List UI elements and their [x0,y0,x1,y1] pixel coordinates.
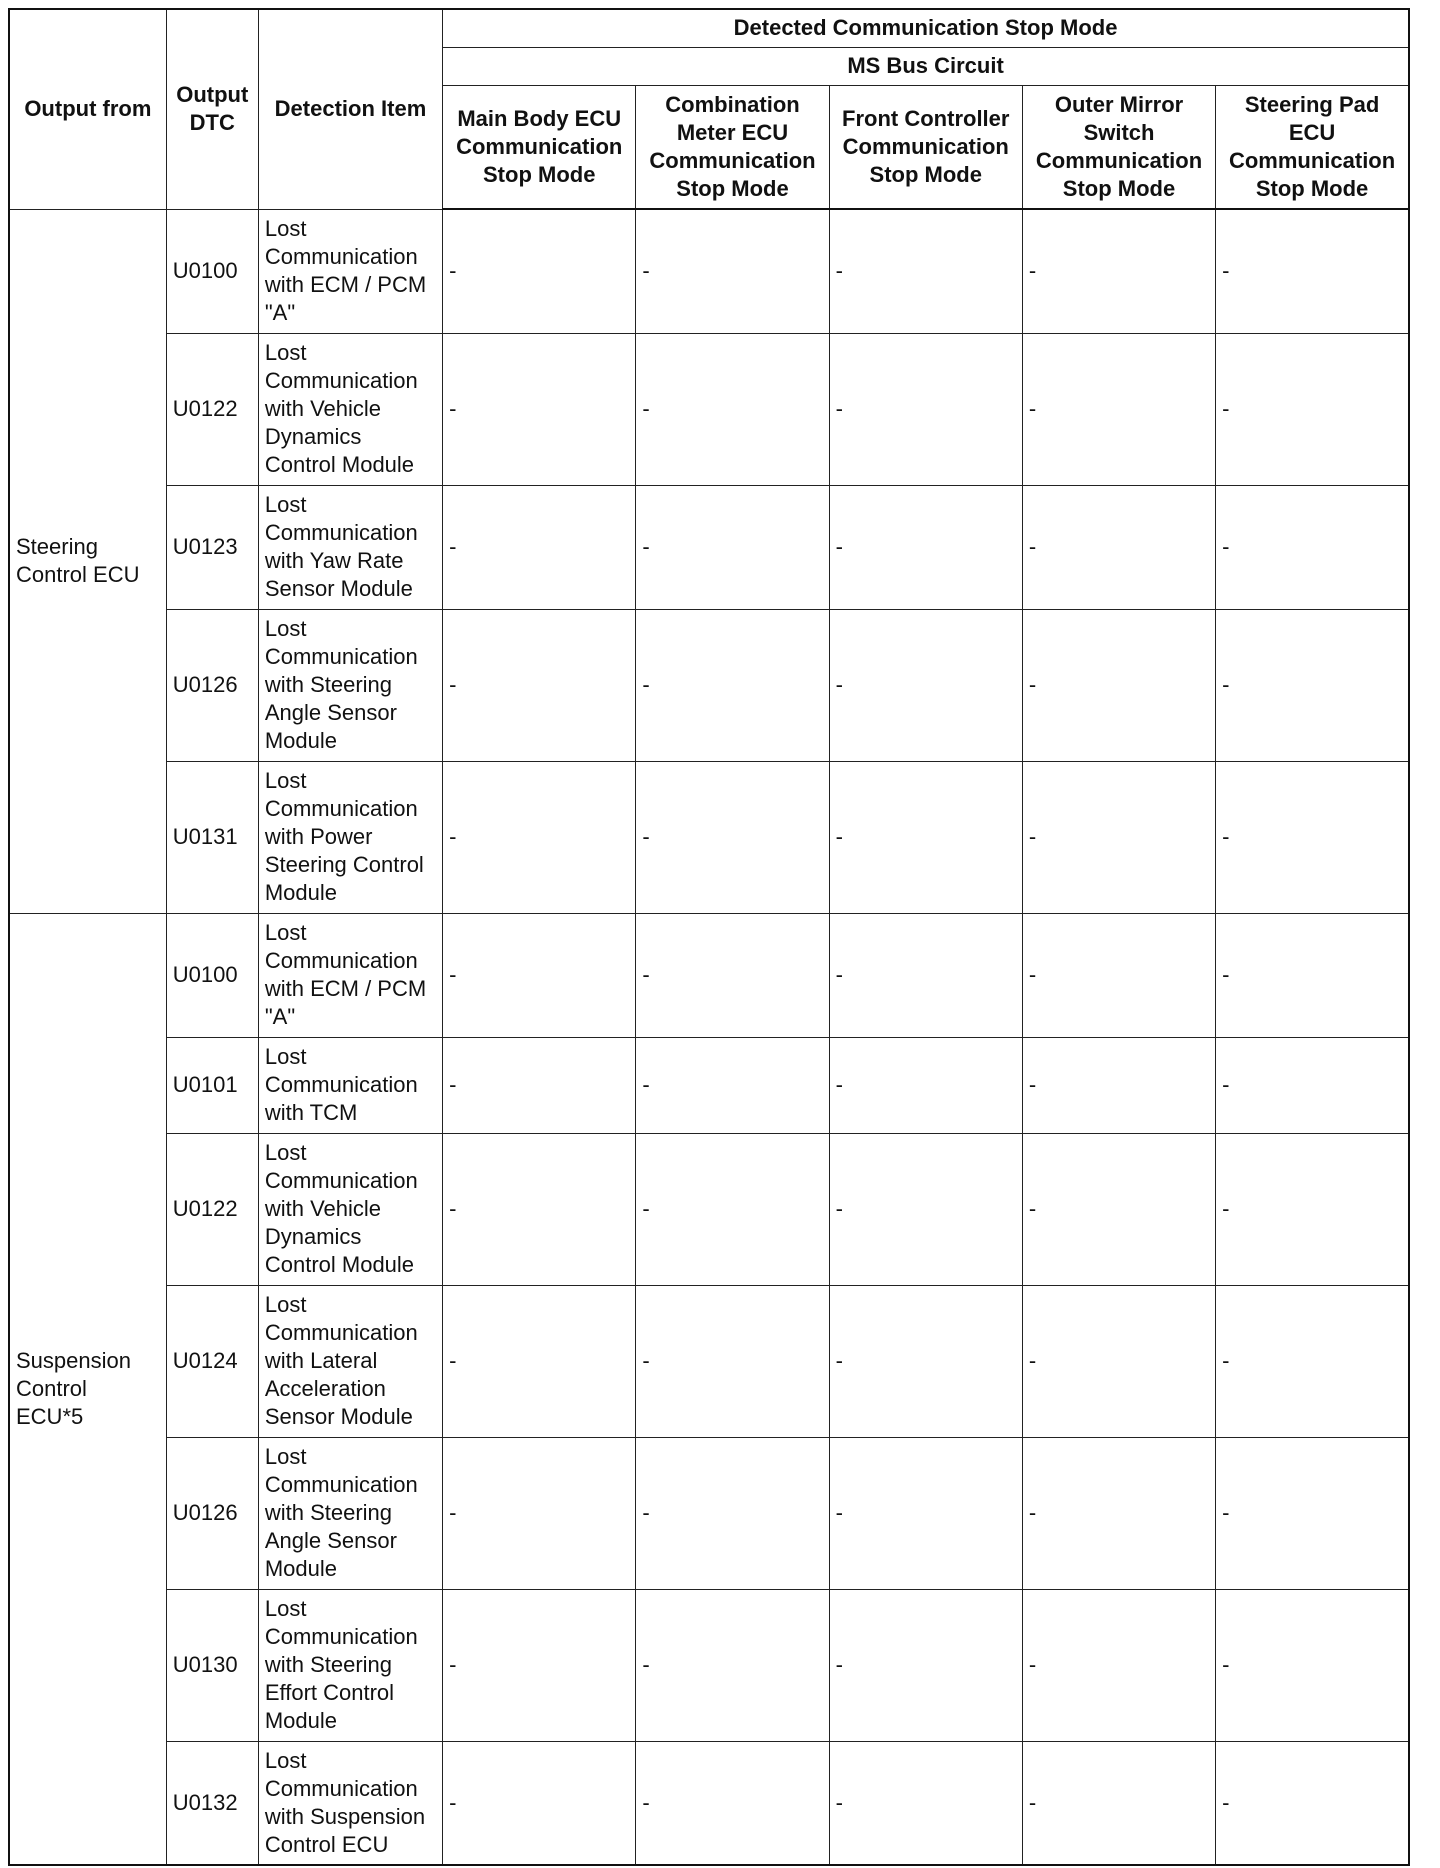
dtc-code-cell: U0100 [166,209,258,333]
table-row [9,485,1409,609]
table-row [9,609,1409,761]
mode-cell: - [829,485,1022,609]
mode-cell: - [636,1589,829,1741]
dtc-code-cell: U0100 [166,913,258,1037]
mode-cell: - [829,209,1022,333]
mode-cell: - [443,761,636,913]
mode-cell: - [636,1741,829,1865]
mode-cell: - [1216,761,1409,913]
mode-cell: - [636,209,829,333]
mode-cell: - [1216,609,1409,761]
dtc-code-cell: U0101 [166,1037,258,1133]
table-row [9,1437,1409,1589]
mode-cell: - [1216,1437,1409,1589]
mode-cell: - [636,485,829,609]
table-row [9,333,1409,485]
header-mode-col-1: Main Body ECU Communication Stop Mode [443,85,636,209]
mode-cell: - [1022,1589,1215,1741]
mode-cell: - [443,333,636,485]
mode-cell: - [1022,1037,1215,1133]
mode-cell: - [443,209,636,333]
mode-cell: - [443,485,636,609]
mode-cell: - [1216,1133,1409,1285]
mode-cell: - [443,609,636,761]
header-ms-bus-circuit: MS Bus Circuit [443,47,1409,85]
mode-cell: - [443,1133,636,1285]
mode-cell: - [1022,1437,1215,1589]
mode-cell: - [1022,609,1215,761]
detection-item-cell: Lost Communication with Steering Angle Sensor Module [258,1437,442,1589]
table-row [9,1037,1409,1133]
dtc-code-cell: U0131 [166,761,258,913]
table-body [9,209,1409,1865]
mode-cell: - [636,761,829,913]
mode-cell: - [636,333,829,485]
mode-cell: - [829,1437,1022,1589]
mode-cell: - [1022,1285,1215,1437]
header-detected-stop-mode: Detected Communication Stop Mode [443,9,1409,47]
dtc-code-cell: U0124 [166,1285,258,1437]
mode-cell: - [1216,485,1409,609]
mode-cell: - [636,913,829,1037]
dtc-code-cell: U0132 [166,1741,258,1865]
table-row [9,913,1409,1037]
dtc-code-cell: U0126 [166,609,258,761]
mode-cell: - [1022,333,1215,485]
table-row [9,1285,1409,1437]
table-row [9,1741,1409,1865]
mode-cell: - [1022,1741,1215,1865]
mode-cell: - [1216,1037,1409,1133]
mode-cell: - [1216,209,1409,333]
table-row [9,1133,1409,1285]
mode-cell: - [443,1741,636,1865]
header-output-dtc: Output DTC [166,9,258,209]
mode-cell: - [829,1037,1022,1133]
mode-cell: - [1022,761,1215,913]
mode-cell: - [443,1037,636,1133]
header-mode-col-5: Steering Pad ECU Communication Stop Mode [1216,85,1409,209]
mode-cell: - [829,1285,1022,1437]
mode-cell: - [636,609,829,761]
header-mode-col-3: Front Controller Communication Stop Mode [829,85,1022,209]
mode-cell: - [829,333,1022,485]
mode-cell: - [636,1037,829,1133]
detection-item-cell: Lost Communication with Power Steering Control Module [258,761,442,913]
mode-cell: - [1022,1133,1215,1285]
mode-cell: - [636,1285,829,1437]
mode-cell: - [443,913,636,1037]
dtc-code-cell: U0122 [166,333,258,485]
detection-item-cell: Lost Communication with TCM [258,1037,442,1133]
dtc-code-cell: U0122 [166,1133,258,1285]
detection-item-cell: Lost Communication with ECM / PCM "A" [258,209,442,333]
header-mode-col-4: Outer Mirror Switch Communication Stop Mode [1022,85,1215,209]
mode-cell: - [636,1437,829,1589]
table-row [9,761,1409,913]
detection-item-cell: Lost Communication with Steering Angle Sensor Module [258,609,442,761]
mode-cell: - [1216,333,1409,485]
output-from-cell: Steering Control ECU [9,209,166,913]
mode-cell: - [636,1133,829,1285]
mode-cell: - [1216,1741,1409,1865]
mode-cell: - [1022,913,1215,1037]
mode-cell: - [1216,913,1409,1037]
dtc-code-cell: U0123 [166,485,258,609]
mode-cell: - [443,1589,636,1741]
output-from-cell: Suspension Control ECU*5 [9,913,166,1865]
mode-cell: - [829,913,1022,1037]
header-detection-item: Detection Item [258,9,442,209]
detection-item-cell: Lost Communication with Vehicle Dynamics Control Module [258,1133,442,1285]
detection-item-cell: Lost Communication with Suspension Control ECU [258,1741,442,1865]
dtc-code-cell: U0130 [166,1589,258,1741]
detection-item-cell: Lost Communication with ECM / PCM "A" [258,913,442,1037]
header-output-from: Output from [9,9,166,209]
mode-cell: - [443,1285,636,1437]
header-mode-col-2: Combination Meter ECU Communication Stop Mode [636,85,829,209]
detection-item-cell: Lost Communication with Steering Effort Control Module [258,1589,442,1741]
table-header [9,9,1409,209]
mode-cell: - [443,1437,636,1589]
detection-item-cell: Lost Communication with Lateral Acceleration Sensor Module [258,1285,442,1437]
detection-item-cell: Lost Communication with Yaw Rate Sensor Module [258,485,442,609]
mode-cell: - [1022,485,1215,609]
mode-cell: - [829,609,1022,761]
mode-cell: - [1022,209,1215,333]
table-row [9,209,1409,333]
dtc-table [8,8,1410,1866]
detection-item-cell: Lost Communication with Vehicle Dynamics Control Module [258,333,442,485]
dtc-code-cell: U0126 [166,1437,258,1589]
mode-cell: - [829,1133,1022,1285]
mode-cell: - [829,1741,1022,1865]
mode-cell: - [829,1589,1022,1741]
mode-cell: - [1216,1589,1409,1741]
mode-cell: - [1216,1285,1409,1437]
table-row [9,1589,1409,1741]
mode-cell: - [829,761,1022,913]
